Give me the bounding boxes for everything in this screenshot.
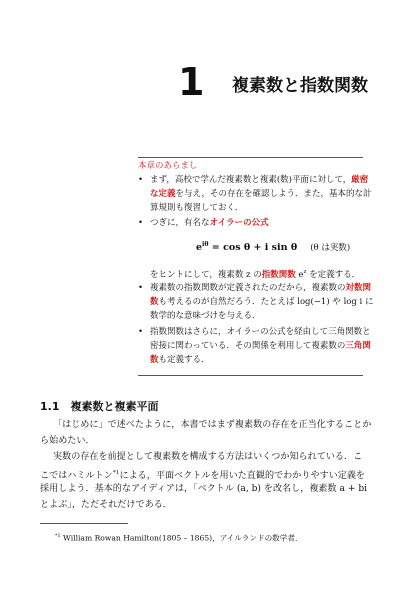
summary-bullet-3-line-1: • 複素数の指数関数が定義されたのだから，複素数の対数関 — [138, 283, 372, 293]
formula-note: (θ は実数) — [310, 243, 351, 254]
summary-after-formula: をヒントにして，複素数 z の指数関数 $e^z$ を定義する． — [150, 269, 361, 280]
summary-bullet-1-line-2: な定義を与え，その存在を確認しよう．また，基本的な計 — [150, 189, 372, 199]
body-line-3: 実数の存在を前提として複素数を構成する方法はいくつか知られている．こ — [53, 452, 363, 462]
summary-heading: 本章のあらまし — [138, 161, 198, 171]
footnote-mark: *1 — [55, 533, 61, 539]
bullet-icon: • — [138, 175, 144, 185]
bullet-icon: • — [138, 327, 144, 337]
body-line-6: とよぶ」，ただそれだけである． — [40, 500, 172, 510]
summary-bullet-3-line-2: 数も考えるのが自然だろう．たとえば log(−1) や log i に — [150, 297, 374, 307]
summary-bullet-3-line-3: 数学的な意味づけを与える． — [150, 311, 261, 321]
summary-bullet-4-line-3: 数も定義する． — [150, 355, 210, 365]
footnote-text: William Rowan Hamilton(1805 – 1865)，アイルランドの数学者． — [63, 533, 303, 543]
chapter-summary-box — [138, 157, 374, 377]
summary-bullet-4-line-1: • 指数関数はさらに，オイラーの公式を経由して三角関数と — [138, 327, 371, 337]
body-line-4: こではハミルトン$^{*1}$による，平面ベクトルを用いた直観的でわかりやすい定義を — [40, 470, 366, 482]
bullet-icon: • — [138, 283, 144, 293]
summary-bullet-1-line-3: 算規則も復習しておく． — [150, 203, 244, 213]
summary-bottom-rule — [138, 375, 363, 376]
body-line-5: 採用しよう．基本的なアイディアは，「ベクトル (a, b) を改名し，複素数 a + bi — [40, 484, 368, 494]
euler-formula: $e^{i\theta} = \cos \theta + i$ sin θ (θ は実数) — [196, 241, 351, 254]
summary-top-rule — [138, 157, 363, 158]
chapter-title: 複素数と指数関数 — [232, 76, 368, 96]
bullet-icon: • — [138, 218, 144, 228]
body-line-2: ら始めたい． — [40, 436, 95, 446]
section-heading: 1.1 複素数と複素平面 — [40, 400, 159, 413]
body-line-1: 「はじめに」で述べたように，本書ではまず複素数の存在を正当化することか — [53, 420, 372, 430]
footnote-reference[interactable]: *1 — [112, 470, 120, 476]
summary-bullet-2: • つぎに，有名なオイラーの公式 — [138, 218, 269, 228]
chapter-number: 1 — [178, 60, 205, 104]
summary-bullet-1-line-1: • まず，高校で学んだ複素数と複素(数)平面に対して，厳密 — [138, 175, 369, 185]
footnote — [55, 530, 303, 545]
summary-bullet-4-line-2: 密接に関わっている．その関係を利用して複素数の三角関 — [150, 341, 371, 351]
footnote-rule — [40, 523, 128, 524]
